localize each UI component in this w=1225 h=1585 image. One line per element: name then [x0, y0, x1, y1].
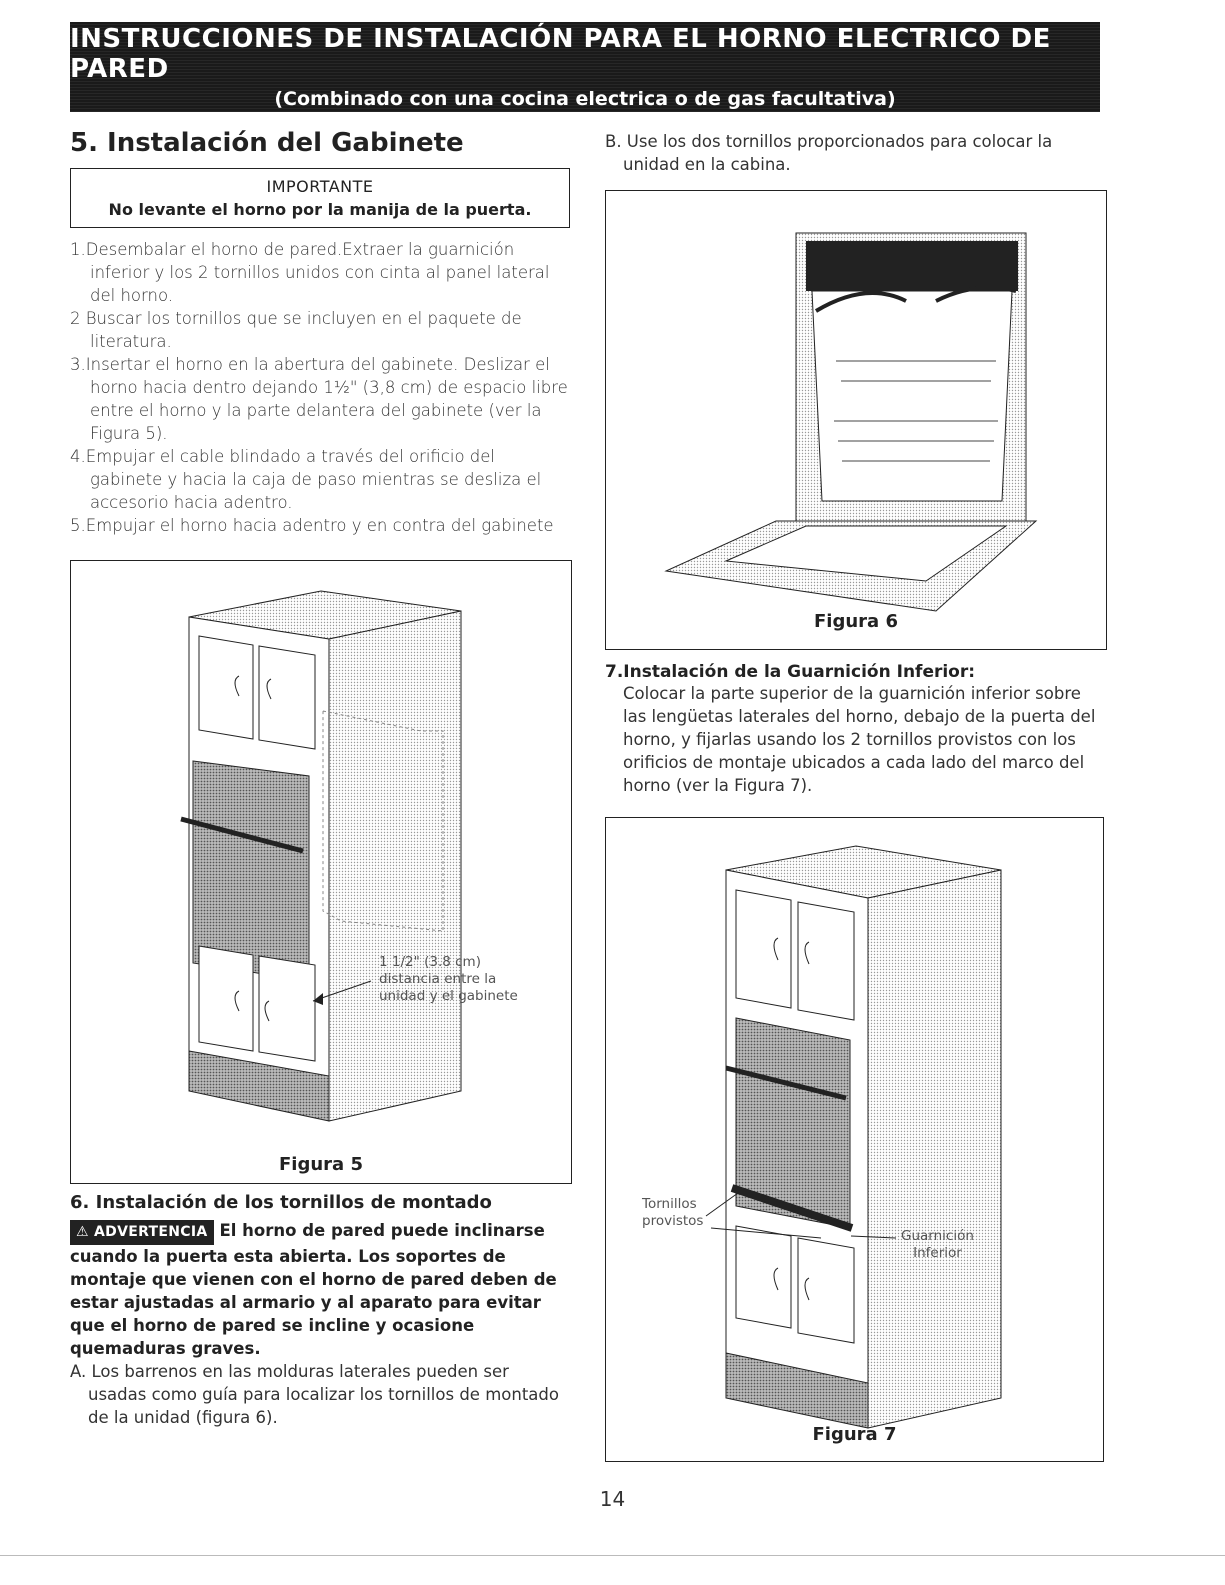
important-label: IMPORTANTE: [266, 177, 374, 196]
figure-7-label-line: Tornillos: [642, 1196, 697, 1212]
installation-steps: [70, 238, 570, 537]
figure-6: [605, 190, 1107, 650]
document-subtitle: (Combinado con una cocina electrica o de gas facultativa): [274, 88, 896, 110]
figure-7-label-line: provistos: [642, 1213, 704, 1229]
figure-5-label-line: 1 1/2" (3.8 cm): [379, 954, 481, 970]
figure-7-screws-label: [642, 1196, 703, 1230]
section-5-heading: 5. Instalación del Gabinete: [70, 128, 464, 158]
figure-7-label-line: Inferior: [913, 1245, 962, 1261]
figure-7: [605, 817, 1104, 1462]
warning-text: El horno de pared puede inclinarse cuando la puerta esta abierta. Los soportes de montaje que vienen con el horno de pared deben de estar ajustadas al armario y al aparato para evitar que el horno de pared se incline y ocasione quemaduras graves.: [70, 1221, 557, 1358]
important-notice: [70, 168, 570, 228]
section-6-heading: 6. Instalación de los tornillos de montado: [70, 1192, 492, 1213]
step-item: 1.Desembalar el horno de pared.Extraer la guarnición inferior y los 2 tornillos unidos con cinta al panel lateral del horno.: [70, 240, 550, 305]
figure-6-caption: Figura 6: [814, 611, 898, 632]
left-column: [70, 128, 570, 537]
open-oven-illustration: [606, 191, 1106, 649]
warning-badge: ⚠ ADVERTENCIA: [70, 1220, 214, 1245]
figure-5-label: [379, 954, 518, 1005]
cabinet-illustration: [71, 561, 571, 1183]
section-7-text: Colocar la parte superior de la guarnición inferior sobre las lengüetas laterales del horno, debajo de la puerta del horno, y fijarlas usando los 2 tornillos provistos con los orificios de montaje ubicados a cada lado del marco del horno (ver la Figura 7).: [623, 684, 1096, 795]
document-title: INSTRUCCIONES DE INSTALACIÓN PARA EL HORNO ELECTRICO DE PARED: [70, 24, 1051, 84]
section-7-heading: 7.Instalación de la Guarnición Inferior:: [605, 662, 976, 682]
figure-5: [70, 560, 572, 1184]
figure-5-caption: Figura 5: [279, 1154, 363, 1175]
step-item: 3.Insertar el horno en la abertura del gabinete. Deslizar el horno hacia dentro dejando 1½" (3,8 cm) de espacio libre entre el horno y la parte delantera del gabinete (ver la Figura 5).: [70, 355, 568, 443]
cabinet-trim-illustration: [606, 818, 1103, 1461]
item-a: A. Los barrenos en las molduras laterales pueden ser usadas como guía para localizar los tornillos de montado de la unidad (figura 6).: [70, 1362, 559, 1427]
figure-7-trim-label: [901, 1228, 974, 1262]
step-item: 5.Empujar el horno hacia adentro y en contra del gabinete: [70, 516, 554, 535]
bottom-divider: [0, 1555, 1225, 1556]
figure-7-label-line: Guarnición: [901, 1228, 974, 1244]
figure-5-label-line: distancia entre la: [379, 971, 497, 987]
important-text: No levante el horno por la manija de la puerta.: [108, 200, 532, 219]
item-b: B. Use los dos tornillos proporcionados para colocar la unidad en la cabina.: [605, 132, 1053, 174]
right-column: [605, 128, 1105, 176]
step-item: 2 Buscar los tornillos que se incluyen en el paquete de literatura.: [70, 309, 522, 351]
warning-badge-label: ADVERTENCIA: [94, 1224, 208, 1240]
warning-block: [70, 1219, 570, 1360]
page-number: 14: [599, 1487, 626, 1511]
section-6: [70, 1192, 570, 1429]
section-7: [605, 662, 1105, 797]
figure-5-label-line: unidad y el gabinete: [379, 988, 518, 1004]
figure-7-caption: Figura 7: [812, 1424, 897, 1445]
step-item: 4.Empujar el cable blindado a través del orificio del gabinete y hacia la caja de paso mientras se desliza el accesorio hacia adentro.: [70, 447, 542, 512]
header-banner: [70, 22, 1100, 112]
